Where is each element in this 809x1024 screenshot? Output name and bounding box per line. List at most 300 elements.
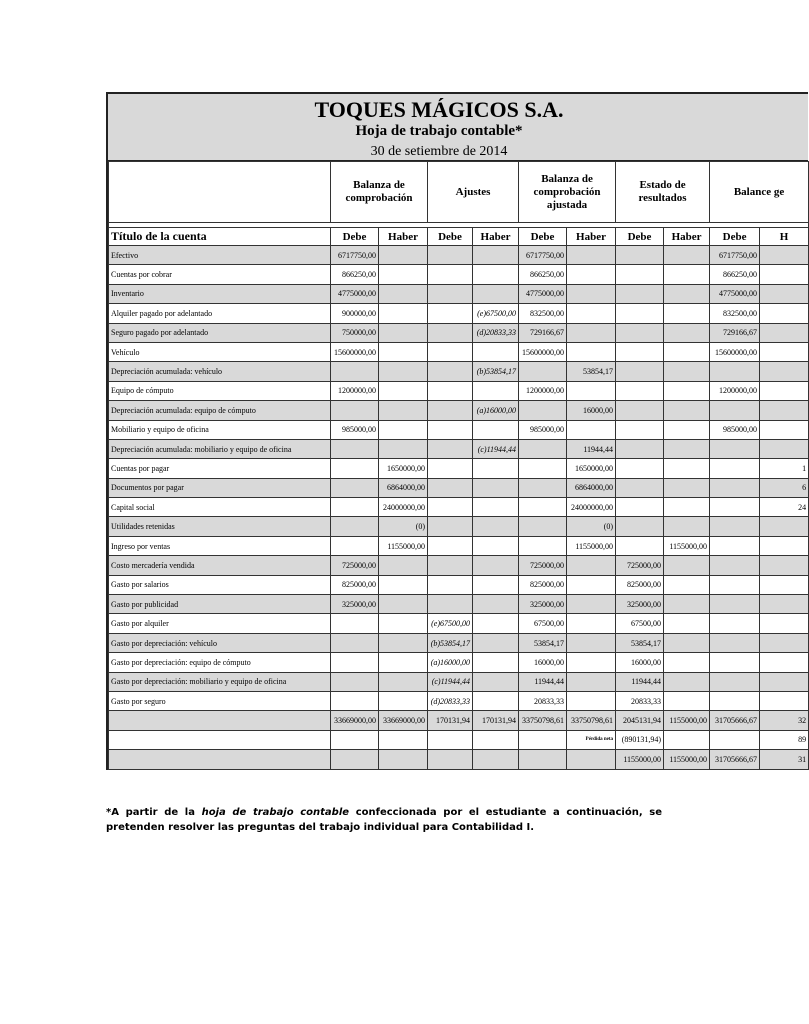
amount-cell <box>567 750 616 769</box>
amount-cell <box>379 323 428 342</box>
amount-cell <box>710 439 760 458</box>
amount-cell <box>567 381 616 400</box>
amount-cell <box>760 362 809 381</box>
worksheet-header <box>108 94 808 161</box>
col-debe: Debe <box>331 228 379 246</box>
table-row <box>109 536 809 555</box>
amount-cell: 32 <box>760 711 809 730</box>
amount-cell: 729166,67 <box>519 323 567 342</box>
account-name: Capital social <box>109 498 331 517</box>
amount-cell <box>379 575 428 594</box>
amount-cell: (b)53854,17 <box>428 633 473 652</box>
table-row <box>109 478 809 497</box>
col-haber: Haber <box>567 228 616 246</box>
amount-cell <box>379 284 428 303</box>
amount-cell <box>760 653 809 672</box>
amount-cell <box>710 595 760 614</box>
account-name: Depreciación acumulada: vehículo <box>109 362 331 381</box>
account-name: Documentos por pagar <box>109 478 331 497</box>
amount-cell <box>710 498 760 517</box>
amount-cell <box>331 439 379 458</box>
amount-cell <box>331 691 379 710</box>
amount-cell <box>567 323 616 342</box>
amount-cell <box>710 672 760 691</box>
table-row <box>109 323 809 342</box>
amount-cell <box>379 362 428 381</box>
col-haber: Haber <box>473 228 519 246</box>
account-name: Gasto por seguro <box>109 691 331 710</box>
amount-cell <box>331 478 379 497</box>
amount-cell: 866250,00 <box>331 265 379 284</box>
amount-cell: 1155000,00 <box>379 536 428 555</box>
amount-cell: 16000,00 <box>616 653 664 672</box>
amount-cell <box>379 614 428 633</box>
amount-cell <box>760 323 809 342</box>
table-row <box>109 498 809 517</box>
amount-cell <box>379 381 428 400</box>
amount-cell: 11944,44 <box>519 672 567 691</box>
amount-cell: 15600000,00 <box>331 342 379 361</box>
amount-cell <box>567 556 616 575</box>
amount-cell <box>760 614 809 633</box>
amount-cell: 832500,00 <box>710 304 760 323</box>
amount-cell <box>428 246 473 265</box>
amount-cell <box>428 265 473 284</box>
amount-cell: 15600000,00 <box>519 342 567 361</box>
account-name: Vehículo <box>109 342 331 361</box>
amount-cell <box>664 381 710 400</box>
amount-cell <box>664 284 710 303</box>
amount-cell <box>428 420 473 439</box>
amount-cell <box>379 556 428 575</box>
amount-cell: 1200000,00 <box>519 381 567 400</box>
amount-cell: 15600000,00 <box>710 342 760 361</box>
amount-cell <box>616 362 664 381</box>
amount-cell <box>428 459 473 478</box>
amount-cell <box>519 498 567 517</box>
amount-cell <box>519 536 567 555</box>
amount-cell: 325000,00 <box>331 595 379 614</box>
amount-cell <box>473 653 519 672</box>
amount-cell <box>664 459 710 478</box>
amount-cell <box>473 420 519 439</box>
amount-cell <box>567 595 616 614</box>
amount-cell <box>616 342 664 361</box>
column-header-row <box>109 228 809 246</box>
amount-cell <box>519 730 567 749</box>
amount-cell <box>473 246 519 265</box>
col-haber: Haber <box>379 228 428 246</box>
amount-cell <box>616 323 664 342</box>
amount-cell: (a)16000,00 <box>473 401 519 420</box>
table-row <box>109 246 809 265</box>
amount-cell <box>519 750 567 769</box>
amount-cell: 4775000,00 <box>331 284 379 303</box>
amount-cell <box>379 265 428 284</box>
amount-cell <box>567 304 616 323</box>
amount-cell <box>616 265 664 284</box>
amount-cell <box>473 381 519 400</box>
amount-cell <box>710 536 760 555</box>
amount-cell: 825000,00 <box>331 575 379 594</box>
amount-cell <box>473 265 519 284</box>
group-ajustes: Ajustes <box>428 162 519 223</box>
amount-cell <box>760 342 809 361</box>
table-row <box>109 691 809 710</box>
amount-cell <box>664 672 710 691</box>
amount-cell: (a)16000,00 <box>428 653 473 672</box>
account-name <box>109 750 331 769</box>
table-row <box>109 401 809 420</box>
amount-cell: Pérdida neta <box>567 730 616 749</box>
amount-cell <box>379 595 428 614</box>
amount-cell <box>664 614 710 633</box>
group-balanza-ajustada: Balanza de comprobación ajustada <box>519 162 616 223</box>
account-name: Gasto por publicidad <box>109 595 331 614</box>
amount-cell <box>473 575 519 594</box>
amount-cell: (c)11944,44 <box>473 439 519 458</box>
amount-cell: 170131,94 <box>473 711 519 730</box>
account-name: Inventario <box>109 284 331 303</box>
group-balanza: Balanza de comprobación <box>331 162 428 223</box>
amount-cell: 325000,00 <box>616 595 664 614</box>
amount-cell: 20833,33 <box>616 691 664 710</box>
table-row <box>109 459 809 478</box>
amount-cell <box>519 439 567 458</box>
account-name: Costo mercadería vendida <box>109 556 331 575</box>
amount-cell: 53854,17 <box>567 362 616 381</box>
amount-cell <box>379 342 428 361</box>
amount-cell <box>428 323 473 342</box>
amount-cell <box>760 265 809 284</box>
amount-cell: 725000,00 <box>331 556 379 575</box>
amount-cell <box>379 691 428 710</box>
amount-cell <box>379 730 428 749</box>
amount-cell <box>428 478 473 497</box>
amount-cell: 832500,00 <box>519 304 567 323</box>
amount-cell <box>760 595 809 614</box>
amount-cell <box>428 439 473 458</box>
amount-cell: 24 <box>760 498 809 517</box>
amount-cell <box>331 517 379 536</box>
amount-cell <box>616 517 664 536</box>
amount-cell <box>331 633 379 652</box>
amount-cell: 6717750,00 <box>710 246 760 265</box>
amount-cell: 67500,00 <box>519 614 567 633</box>
amount-cell <box>379 633 428 652</box>
table-row <box>109 653 809 672</box>
amount-cell: 16000,00 <box>567 401 616 420</box>
amount-cell: 11944,44 <box>616 672 664 691</box>
amount-cell: 1155000,00 <box>616 750 664 769</box>
amount-cell <box>710 653 760 672</box>
amount-cell: 985000,00 <box>331 420 379 439</box>
amount-cell: 866250,00 <box>710 265 760 284</box>
totals-row <box>109 711 809 730</box>
amount-cell <box>710 401 760 420</box>
account-name: Cuentas por cobrar <box>109 265 331 284</box>
amount-cell <box>664 401 710 420</box>
account-name <box>109 730 331 749</box>
account-name <box>109 711 331 730</box>
amount-cell: 1155000,00 <box>664 711 710 730</box>
col-title: Título de la cuenta <box>109 228 331 246</box>
footnote-text: confeccionada por el estudiante a continuación, se pretenden resolver las preguntas del trabajo individual para Contabilidad I. <box>106 807 662 833</box>
amount-cell <box>710 730 760 749</box>
amount-cell <box>616 246 664 265</box>
amount-cell: (e)67500,00 <box>428 614 473 633</box>
amount-cell <box>664 478 710 497</box>
amount-cell <box>567 265 616 284</box>
amount-cell <box>428 284 473 303</box>
amount-cell <box>428 730 473 749</box>
amount-cell <box>473 284 519 303</box>
amount-cell <box>567 246 616 265</box>
amount-cell <box>567 420 616 439</box>
amount-cell: 4775000,00 <box>519 284 567 303</box>
amount-cell: 33750798,61 <box>567 711 616 730</box>
amount-cell: 4775000,00 <box>710 284 760 303</box>
amount-cell <box>664 517 710 536</box>
amount-cell: 825000,00 <box>616 575 664 594</box>
amount-cell <box>616 401 664 420</box>
amount-cell <box>664 246 710 265</box>
amount-cell <box>710 691 760 710</box>
amount-cell: 725000,00 <box>616 556 664 575</box>
amount-cell <box>379 439 428 458</box>
table-row <box>109 362 809 381</box>
group-estado-resultados: Estado de resultados <box>616 162 710 223</box>
amount-cell <box>760 420 809 439</box>
amount-cell: 89 <box>760 730 809 749</box>
amount-cell <box>428 362 473 381</box>
table-row <box>109 556 809 575</box>
amount-cell <box>379 420 428 439</box>
amount-cell <box>710 478 760 497</box>
amount-cell <box>664 420 710 439</box>
amount-cell <box>664 323 710 342</box>
account-name: Depreciación acumulada: mobiliario y equipo de oficina <box>109 439 331 458</box>
amount-cell <box>519 459 567 478</box>
amount-cell <box>760 439 809 458</box>
footnote-text: *A partir de la <box>106 807 202 818</box>
amount-cell: 6717750,00 <box>519 246 567 265</box>
table-row <box>109 575 809 594</box>
col-debe: Debe <box>428 228 473 246</box>
amount-cell <box>428 401 473 420</box>
amount-cell <box>664 498 710 517</box>
amount-cell <box>567 284 616 303</box>
amount-cell: 1155000,00 <box>664 536 710 555</box>
worksheet-body <box>109 162 809 770</box>
table-row <box>109 381 809 400</box>
amount-cell <box>331 536 379 555</box>
amount-cell <box>379 672 428 691</box>
amount-cell <box>760 284 809 303</box>
amount-cell: 6864000,00 <box>379 478 428 497</box>
amount-cell <box>473 536 519 555</box>
amount-cell <box>379 653 428 672</box>
amount-cell <box>331 653 379 672</box>
account-name: Gasto por alquiler <box>109 614 331 633</box>
amount-cell <box>428 556 473 575</box>
amount-cell <box>760 633 809 652</box>
amount-cell: 53854,17 <box>616 633 664 652</box>
table-row <box>109 614 809 633</box>
amount-cell <box>331 459 379 478</box>
amount-cell <box>616 439 664 458</box>
amount-cell <box>473 691 519 710</box>
table-row <box>109 284 809 303</box>
group-balance-general: Balance ge <box>710 162 809 223</box>
amount-cell <box>567 342 616 361</box>
amount-cell: 750000,00 <box>331 323 379 342</box>
amount-cell <box>473 595 519 614</box>
amount-cell: 11944,44 <box>567 439 616 458</box>
amount-cell <box>616 478 664 497</box>
amount-cell: (d)20833,33 <box>428 691 473 710</box>
amount-cell <box>519 517 567 536</box>
table-row <box>109 304 809 323</box>
amount-cell: 900000,00 <box>331 304 379 323</box>
worksheet-subtitle: Hoja de trabajo contable* <box>355 123 523 139</box>
table-row <box>109 439 809 458</box>
amount-cell <box>760 246 809 265</box>
amount-cell <box>473 614 519 633</box>
amount-cell: 1200000,00 <box>710 381 760 400</box>
company-name: TOQUES MÁGICOS S.A. <box>314 97 564 122</box>
amount-cell <box>664 575 710 594</box>
account-name: Efectivo <box>109 246 331 265</box>
amount-cell <box>473 556 519 575</box>
amount-cell <box>473 672 519 691</box>
amount-cell <box>473 633 519 652</box>
col-debe: Debe <box>616 228 664 246</box>
amount-cell <box>616 498 664 517</box>
amount-cell: (b)53854,17 <box>473 362 519 381</box>
amount-cell: (d)20833,33 <box>473 323 519 342</box>
amount-cell <box>616 420 664 439</box>
amount-cell <box>664 556 710 575</box>
table-row <box>109 265 809 284</box>
account-name: Mobiliario y equipo de oficina <box>109 420 331 439</box>
amount-cell: 16000,00 <box>519 653 567 672</box>
amount-cell <box>710 633 760 652</box>
amount-cell <box>760 401 809 420</box>
amount-cell <box>379 246 428 265</box>
account-name: Ingreso por ventas <box>109 536 331 555</box>
amount-cell <box>616 536 664 555</box>
amount-cell <box>760 672 809 691</box>
amount-cell <box>710 459 760 478</box>
group-header-row <box>109 162 809 223</box>
amount-cell <box>760 575 809 594</box>
worksheet <box>106 92 808 770</box>
amount-cell: (0) <box>567 517 616 536</box>
amount-cell: 20833,33 <box>519 691 567 710</box>
amount-cell <box>331 498 379 517</box>
amount-cell <box>331 614 379 633</box>
amount-cell <box>473 459 519 478</box>
amount-cell <box>428 750 473 769</box>
amount-cell <box>567 575 616 594</box>
amount-cell <box>664 653 710 672</box>
amount-cell: 31705666,67 <box>710 711 760 730</box>
amount-cell <box>567 672 616 691</box>
amount-cell <box>710 362 760 381</box>
amount-cell: 6864000,00 <box>567 478 616 497</box>
footnote-italic-term: hoja de trabajo contable <box>201 807 350 818</box>
amount-cell: 31705666,67 <box>710 750 760 769</box>
amount-cell <box>616 284 664 303</box>
amount-cell <box>664 304 710 323</box>
amount-cell <box>379 401 428 420</box>
table-row <box>109 420 809 439</box>
amount-cell <box>428 498 473 517</box>
amount-cell <box>331 401 379 420</box>
table-row <box>109 342 809 361</box>
amount-cell: 24000000,00 <box>379 498 428 517</box>
amount-cell <box>616 381 664 400</box>
amount-cell: (e)67500,00 <box>473 304 519 323</box>
table-row <box>109 595 809 614</box>
amount-cell <box>379 750 428 769</box>
amount-cell: 825000,00 <box>519 575 567 594</box>
amount-cell <box>519 362 567 381</box>
amount-cell <box>473 730 519 749</box>
amount-cell <box>428 342 473 361</box>
amount-cell <box>473 498 519 517</box>
amount-cell <box>760 556 809 575</box>
amount-cell <box>567 691 616 710</box>
amount-cell <box>760 517 809 536</box>
amount-cell <box>664 362 710 381</box>
amount-cell <box>428 595 473 614</box>
amount-cell <box>664 265 710 284</box>
amount-cell: (0) <box>379 517 428 536</box>
amount-cell <box>710 575 760 594</box>
col-debe: Debe <box>710 228 760 246</box>
amount-cell <box>664 595 710 614</box>
amount-cell <box>664 730 710 749</box>
amount-cell <box>428 381 473 400</box>
amount-cell <box>664 691 710 710</box>
amount-cell: 24000000,00 <box>567 498 616 517</box>
amount-cell: 33669000,00 <box>331 711 379 730</box>
account-name: Depreciación acumulada: equipo de cómputo <box>109 401 331 420</box>
amount-cell: 33669000,00 <box>379 711 428 730</box>
worksheet-date: 30 de setiembre de 2014 <box>370 144 508 159</box>
amount-cell <box>567 633 616 652</box>
amount-cell <box>428 304 473 323</box>
amount-cell <box>473 750 519 769</box>
footnote <box>106 805 662 835</box>
amount-cell <box>428 517 473 536</box>
amount-cell: 1 <box>760 459 809 478</box>
amount-cell: 67500,00 <box>616 614 664 633</box>
amount-cell: 325000,00 <box>519 595 567 614</box>
col-haber: H <box>760 228 809 246</box>
amount-cell: (c)11944,44 <box>428 672 473 691</box>
account-name: Cuentas por pagar <box>109 459 331 478</box>
amount-cell: 170131,94 <box>428 711 473 730</box>
amount-cell <box>760 304 809 323</box>
amount-cell <box>473 342 519 361</box>
account-name: Gasto por depreciación: vehículo <box>109 633 331 652</box>
group-header-blank <box>109 162 331 223</box>
amount-cell: 725000,00 <box>519 556 567 575</box>
account-name: Utilidades retenidas <box>109 517 331 536</box>
